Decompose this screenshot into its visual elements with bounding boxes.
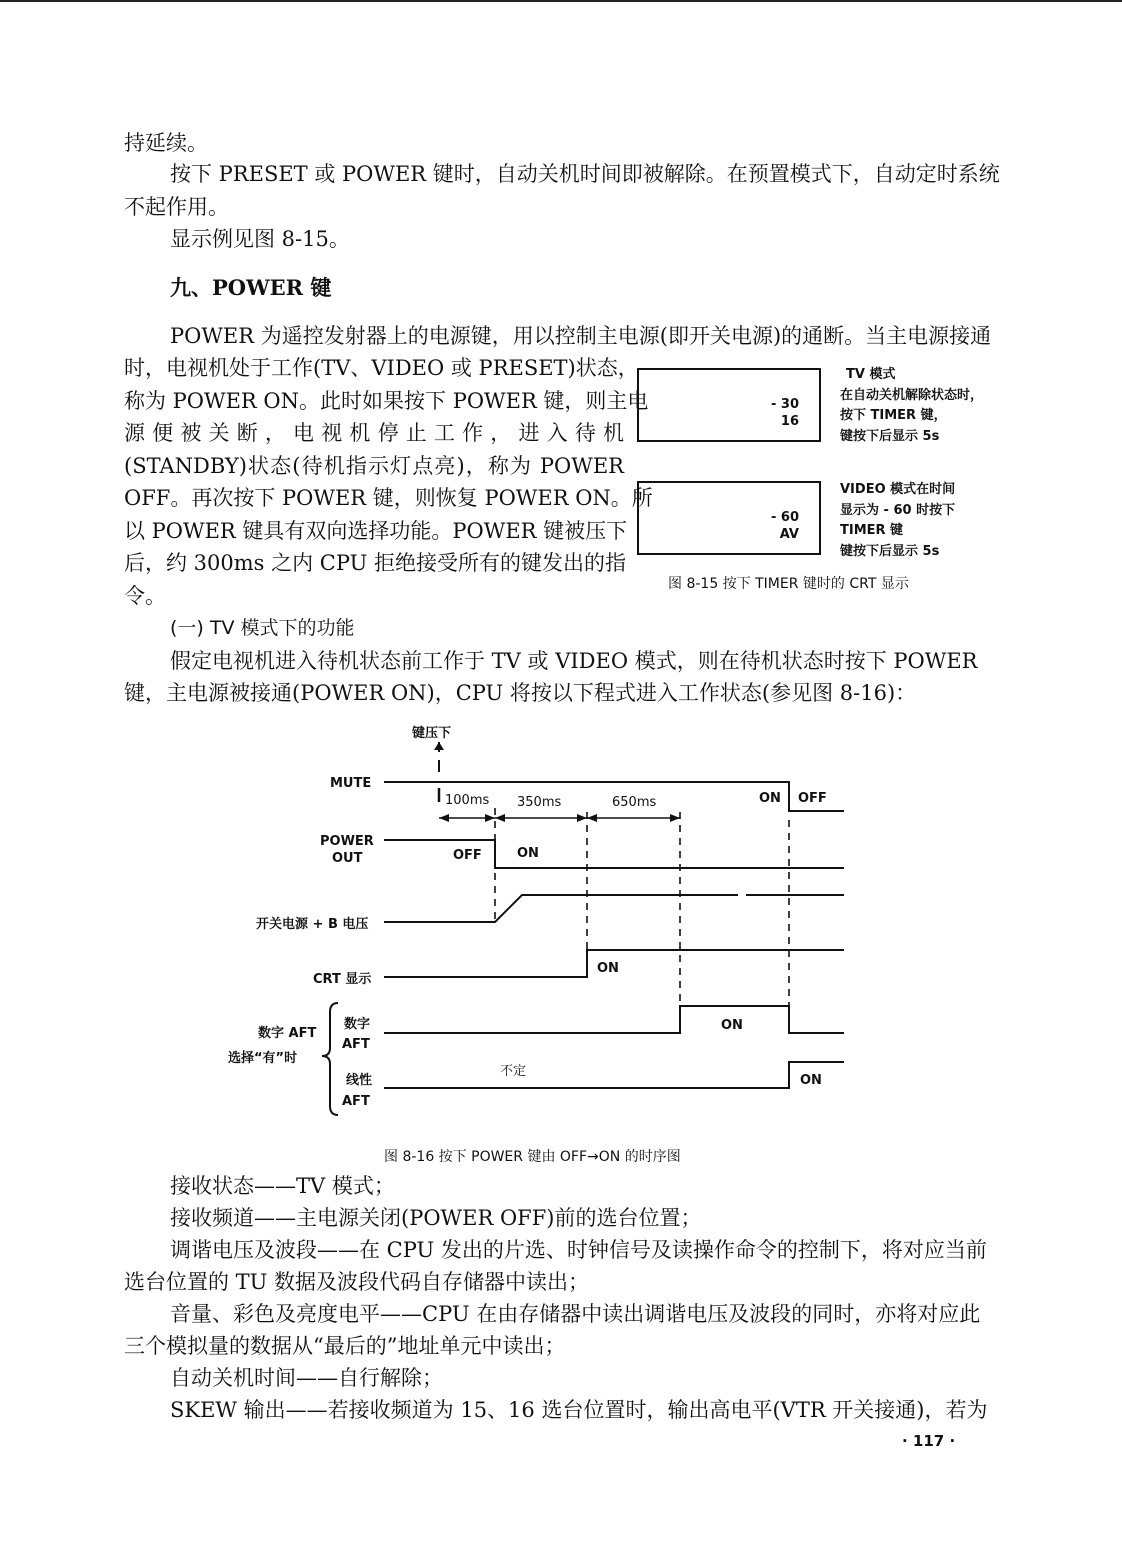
label-linear-aft-1: 线性 (346, 1073, 373, 1088)
label-350ms: 350ms (517, 795, 562, 810)
label-switch-psu: 开关电源 + B 电压 (256, 917, 369, 932)
paragraph-levels-line1: 音量、彩色及亮度电平——CPU 在由存储器中读出调谐电压及波段的同时，亦将对应此 (170, 1302, 981, 1326)
note-tv-line2: 在自动关机解除状态时， (840, 387, 984, 403)
paragraph-receive-state: 接收状态——TV 模式； (170, 1174, 395, 1198)
paragraph-tuning-line1: 调谐电压及波段——在 CPU 发出的片选、时钟信号及读操作命令的控制下，将对应当前 (170, 1238, 987, 1262)
aft-brace (322, 1003, 338, 1115)
label-key-press: 键压下 (412, 726, 452, 741)
label-power-on: ON (517, 846, 539, 861)
psu-voltage-waveform (384, 895, 738, 922)
label-mute: MUTE (330, 776, 372, 791)
linear-aft-waveform (384, 1062, 844, 1088)
crt-video-source: AV (779, 527, 799, 542)
label-digital-aft-group-1: 数字 AFT (258, 1026, 317, 1041)
paragraph-levels-line2: 三个模拟量的数据从“最后的”地址单元中读出； (124, 1334, 566, 1358)
paragraph-tuning-line2: 选台位置的 TU 数据及波段代码自存储器中读出； (124, 1270, 590, 1294)
paragraph-power-line1: POWER 为遥控发射器上的电源键，用以控制主电源(即开关电源)的通断。当主电源接通 (170, 324, 992, 348)
label-digital-aft-group-2: 选择“有”时 (228, 1051, 298, 1066)
paragraph-preset-line2: 不起作用。 (124, 195, 229, 219)
section-heading: 九、POWER 键 (170, 275, 332, 300)
label-crt: CRT 显示 (313, 972, 372, 987)
subsection-heading: (一) TV 模式下的功能 (170, 617, 355, 639)
label-power-out-1: POWER (320, 834, 374, 849)
label-linear-aft-2: AFT (342, 1094, 370, 1109)
label-power-out-2: OUT (332, 851, 363, 866)
paragraph-receive-channel: 接收频道——主电源关闭(POWER OFF)前的选台位置； (170, 1206, 702, 1230)
paragraph-power-line8: 后，约 300ms 之内 CPU 拒绝接受所有的键发出的指 (124, 551, 626, 575)
label-100ms: 100ms (445, 793, 490, 808)
label-power-off: OFF (453, 848, 482, 863)
key-arrow-head (434, 742, 444, 750)
page-number: · 117 · (902, 1432, 956, 1450)
figure-8-16-caption: 图 8-16 按下 POWER 键由 OFF→ON 的时序图 (384, 1149, 681, 1165)
note-video-line1: VIDEO 模式在时间 (840, 482, 956, 497)
paragraph-tv-line1: 假定电视机进入待机状态前工作于 TV 或 VIDEO 模式，则在待机状态时按下 POWER (170, 649, 978, 673)
paragraph-power-line7: 以 POWER 键具有双向选择功能。POWER 键被压下 (124, 518, 628, 543)
note-tv-line1: TV 模式 (846, 367, 896, 382)
label-mute-off: OFF (798, 791, 827, 806)
note-tv-line4: 键按下后显示 5s (840, 428, 940, 444)
paragraph-power-line4: 源便被关断，电视机停止工作，进入待机 (124, 421, 624, 445)
crt-tv-time: - 30 (770, 397, 799, 412)
note-tv-line3: 按下 TIMER 键， (840, 408, 947, 423)
digital-aft-waveform (384, 1006, 844, 1033)
paragraph-auto-off: 自动关机时间——自行解除； (170, 1366, 443, 1390)
label-650ms: 650ms (612, 795, 657, 810)
label-undefined: 不定 (500, 1064, 527, 1079)
paragraph-preset-line1: 按下 PRESET 或 POWER 键时，自动关机时间即被解除。在预置模式下，自动定时系统 (170, 162, 1000, 186)
paragraph-power-line5: (STANDBY)状态(待机指示灯点亮)，称为 POWER (124, 453, 624, 478)
paragraph-power-line6: OFF。再次按下 POWER 键，则恢复 POWER ON。所 (124, 486, 653, 510)
paragraph-continuation: 持延续。 (124, 131, 208, 155)
paragraph-skew: SKEW 输出——若接收频道为 15、16 选台位置时，输出高电平(VTR 开关接通)，若为 (170, 1398, 988, 1422)
label-mute-on: ON (759, 791, 781, 806)
crt-tv-channel: 16 (780, 414, 799, 429)
note-video-line2: 显示为 - 60 时按下 (840, 502, 956, 518)
paragraph-power-line9: 令。 (124, 583, 166, 608)
paragraph-tv-line2: 键，主电源被接通(POWER ON)，CPU 将按以下程式进入工作状态(参见图 8-16)： (124, 681, 917, 705)
crt-video-time: - 60 (770, 510, 799, 525)
note-video-line3: TIMER 键 (840, 523, 904, 538)
figure-8-15-caption: 图 8-15 按下 TIMER 键时的 CRT 显示 (668, 576, 909, 592)
label-digital-aft-2: AFT (342, 1037, 370, 1052)
label-digital-aft-on: ON (721, 1018, 743, 1033)
label-linear-aft-on: ON (800, 1073, 822, 1088)
paragraph-power-line2: 时，电视机处于工作(TV、VIDEO 或 PRESET)状态， (124, 356, 639, 380)
paragraph-display-example: 显示例见图 8-15。 (170, 227, 350, 251)
note-video-line4: 键按下后显示 5s (840, 543, 940, 559)
paragraph-power-line3: 称为 POWER ON。此时如果按下 POWER 键，则主电 (124, 388, 649, 413)
label-crt-on: ON (597, 961, 619, 976)
label-digital-aft-1: 数字 (344, 1017, 371, 1032)
